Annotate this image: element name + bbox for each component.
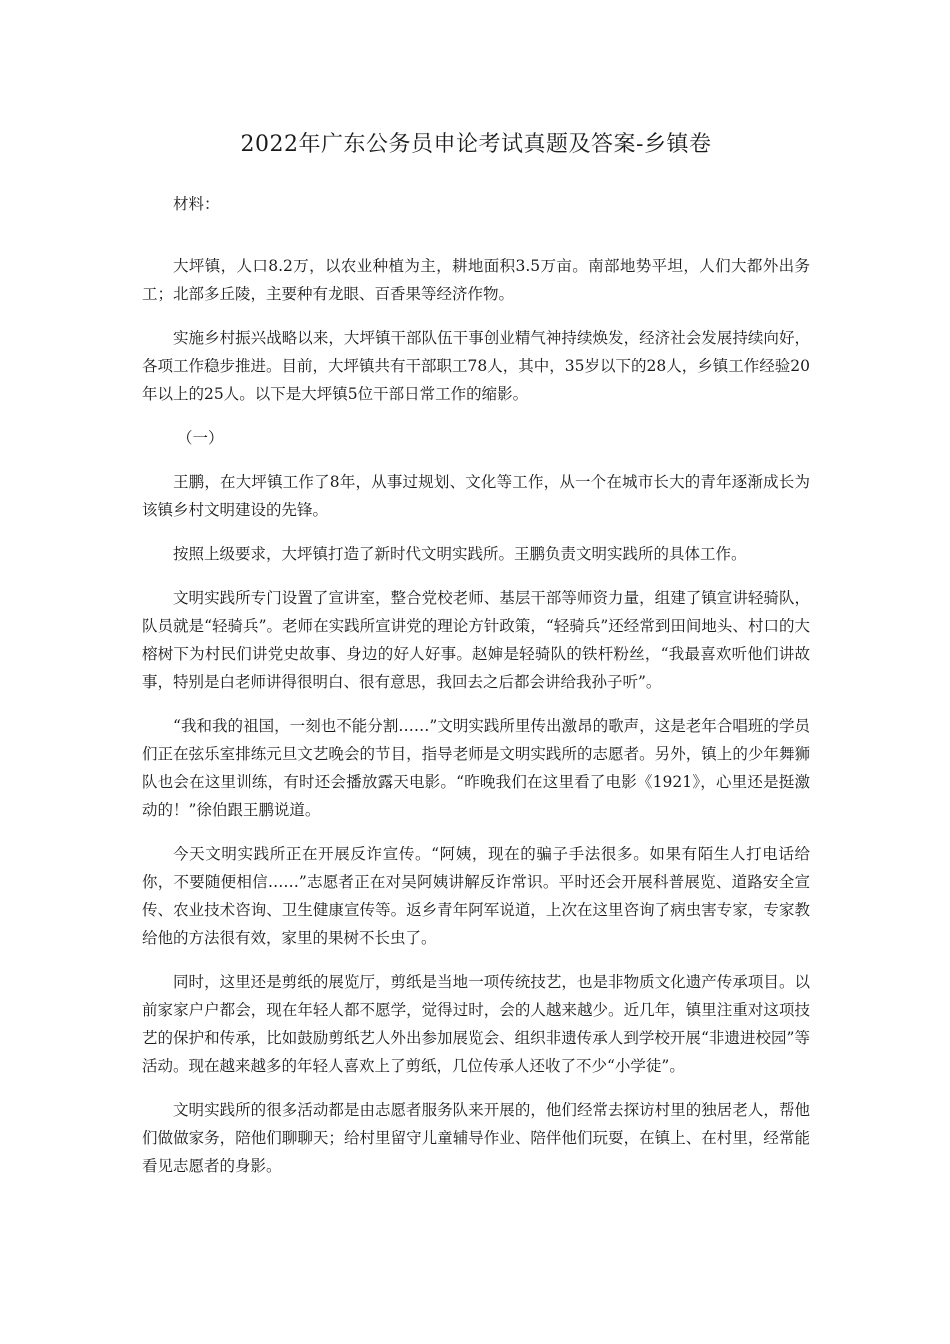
paragraph-town-overview: 大坪镇，人口8.2万，以农业种植为主，耕地面积3.5万亩。南部地势平坦，人们大都外出务工；北部多丘陵，主要种有龙眼、百香果等经济作物。: [142, 257, 810, 303]
paragraph-rural-revitalization: 实施乡村振兴战略以来，大坪镇干部队伍干事创业精气神持续焕发，经济社会发展持续向好，各项工作稳步推进。目前，大坪镇共有干部职工78人，其中，35岁以下的28人，乡镇工作经验20年以上的25人。以下是大坪镇5位干部日常工作的缩影。: [142, 329, 810, 403]
document-page: [142, 118, 810, 1180]
paragraph-paper-cutting: 同时，这里还是剪纸的展览厅，剪纸是当地一项传统技艺，也是非物质文化遗产传承项目。以前家家户户都会，现在年轻人都不愿学，觉得过时，会的人越来越少。近几年，镇里注重对这项技艺的保护和传承，比如鼓励剪纸艺人外出参加展览会、组织非遗传承人到学校开展“非遗进校园”等活动。现在越来越多的年轻人喜欢上了剪纸，几位传承人还收了不少“小学徒”。: [142, 973, 810, 1075]
paragraph-anti-fraud: 今天文明实践所正在开展反诈宣传。“阿姨，现在的骗子手法很多。如果有陌生人打电话给你，不要随便相信……”志愿者正在对吴阿姨讲解反诈常识。平时还会开展科普展览、道路安全宣传、农业技术咨询、卫生健康宣传等。返乡青年阿军说道，上次在这里咨询了病虫害专家，专家教给他的方法很有效，家里的果树不长虫了。: [142, 845, 810, 947]
page-title: 2022年广东公务员申论考试真题及答案-乡镇卷: [240, 132, 712, 157]
paragraph-choir: “我和我的祖国，一刻也不能分割……”文明实践所里传出激昂的歌声，这是老年合唱班的学员们正在弦乐室排练元旦文艺晚会的节目，指导老师是文明实践所的志愿者。另外，镇上的少年舞狮队也会在这里训练，有时还会播放露天电影。“昨晚我们在这里看了电影《1921》，心里还是挺激动的！”徐伯跟王鹏说道。: [142, 717, 810, 819]
material-label: 材料：: [173, 195, 220, 213]
section-heading-one: （一）: [177, 429, 224, 447]
paragraph-volunteers: 文明实践所的很多活动都是由志愿者服务队来开展的，他们经常去探访村里的独居老人，帮他们做做家务，陪他们聊聊天；给村里留守儿童辅导作业、陪伴他们玩耍，在镇上、在村里，经常能看见志愿者的身影。: [142, 1101, 810, 1175]
paragraph-civilization-practice-center: 按照上级要求，大坪镇打造了新时代文明实践所。王鹏负责文明实践所的具体工作。: [173, 545, 747, 563]
paragraph-lecture-room: 文明实践所专门设置了宣讲室，整合党校老师、基层干部等师资力量，组建了镇宣讲轻骑队，队员就是“轻骑兵”。老师在实践所宣讲党的理论方针政策，“轻骑兵”还经常到田间地头、村口的大榕树下为村民们讲党史故事、身边的好人好事。赵婶是轻骑队的铁杆粉丝，“我最喜欢听他们讲故事，特别是白老师讲得很明白、很有意思，我回去之后都会讲给我孙子听”。: [142, 589, 810, 691]
paragraph-wang-peng: 王鹏，在大坪镇工作了8年，从事过规划、文化等工作，从一个在城市长大的青年逐渐成长为该镇乡村文明建设的先锋。: [142, 473, 810, 519]
